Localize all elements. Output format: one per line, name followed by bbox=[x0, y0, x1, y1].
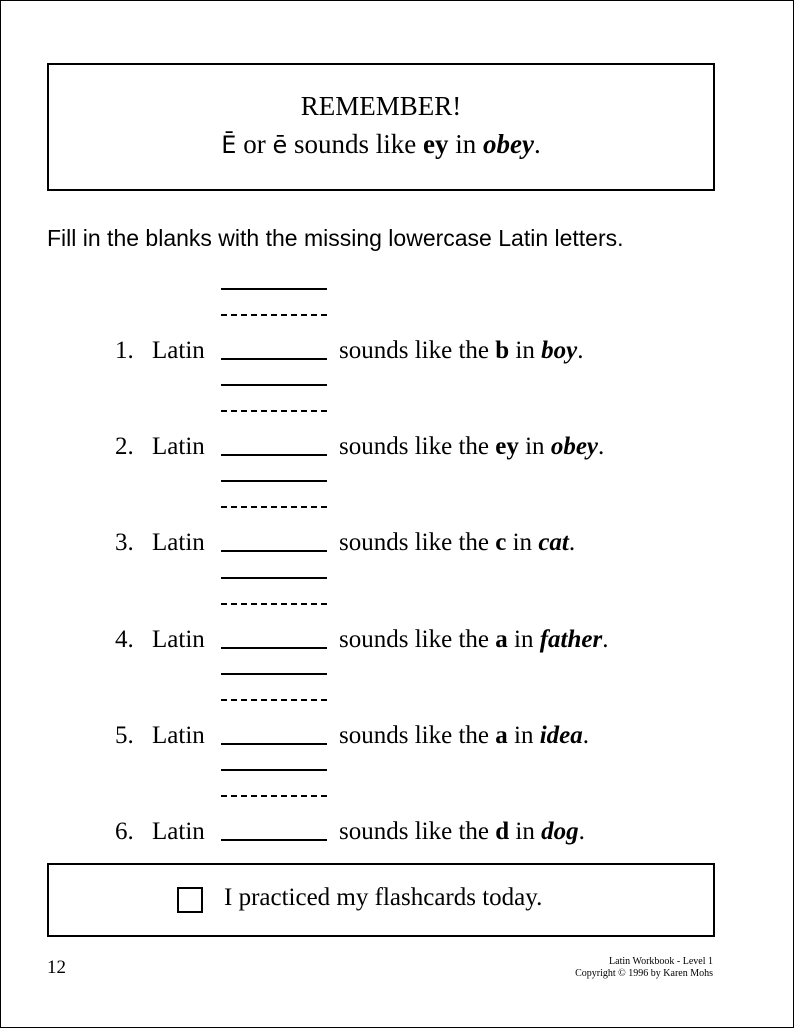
guide-line-base bbox=[221, 550, 327, 552]
guide-line-mid bbox=[221, 699, 327, 701]
item-sound: b bbox=[495, 337, 510, 364]
item-in: in bbox=[512, 529, 533, 556]
rule-in: in bbox=[455, 129, 477, 159]
rule-text: sounds like bbox=[293, 129, 417, 159]
practice-text: I practiced my flashcards today. bbox=[224, 884, 543, 911]
item-number: 3. bbox=[115, 529, 134, 556]
item-in: in bbox=[525, 433, 545, 460]
item-in: in bbox=[515, 337, 535, 364]
item-text: sounds like the bbox=[339, 818, 489, 845]
item-label: Latin bbox=[152, 626, 205, 653]
item-sound: d bbox=[495, 818, 510, 845]
item-word: boy bbox=[541, 337, 578, 364]
item-sentence bbox=[339, 528, 575, 558]
item-sound: a bbox=[495, 722, 508, 749]
item-sentence bbox=[339, 625, 608, 655]
guide-line-mid bbox=[221, 410, 327, 412]
item-text: sounds like the bbox=[339, 433, 489, 460]
item-label: Latin bbox=[152, 529, 205, 556]
guide-line-top bbox=[221, 769, 327, 771]
item-period: . bbox=[578, 818, 585, 845]
item-period: . bbox=[598, 433, 605, 460]
item-word: obey bbox=[550, 433, 599, 460]
item-text: sounds like the bbox=[339, 337, 489, 364]
item-number: 6. bbox=[115, 818, 134, 845]
guide-line-mid bbox=[221, 506, 327, 508]
item-sentence bbox=[339, 336, 583, 366]
long-e-lowercase: ē bbox=[272, 131, 288, 159]
guide-line-top bbox=[221, 480, 327, 482]
guide-line-mid bbox=[221, 603, 327, 605]
item-sound: a bbox=[495, 626, 508, 653]
item-label: Latin bbox=[152, 722, 205, 749]
item-sentence bbox=[339, 432, 604, 462]
rule-sound: ey bbox=[422, 129, 449, 159]
item-text: sounds like the bbox=[339, 529, 489, 556]
item-sentence bbox=[339, 721, 589, 751]
rule-or: or bbox=[243, 129, 266, 159]
item-in: in bbox=[514, 722, 534, 749]
guide-line-base bbox=[221, 454, 327, 456]
footer-copyright: Copyright © 1996 by Karen Mohs bbox=[575, 968, 713, 979]
guide-line-base bbox=[221, 358, 327, 360]
item-number: 2. bbox=[115, 433, 134, 460]
item-in: in bbox=[514, 626, 534, 653]
item-sound: ey bbox=[495, 433, 519, 460]
item-label: Latin bbox=[152, 433, 205, 460]
exercise-item-1 bbox=[1, 278, 794, 378]
item-text: sounds like the bbox=[339, 722, 489, 749]
guide-line-top bbox=[221, 384, 327, 386]
item-label: Latin bbox=[152, 818, 205, 845]
page-number: 12 bbox=[47, 957, 66, 978]
item-word: dog bbox=[541, 818, 579, 845]
guide-line-base bbox=[221, 743, 327, 745]
guide-line-base bbox=[221, 647, 327, 649]
guide-line-mid bbox=[221, 314, 327, 316]
remember-rule bbox=[49, 129, 713, 160]
item-period: . bbox=[582, 722, 589, 749]
exercise-item-5 bbox=[1, 663, 794, 763]
rule-period: . bbox=[533, 129, 541, 159]
item-period: . bbox=[602, 626, 609, 653]
item-sentence bbox=[339, 817, 585, 847]
item-label: Latin bbox=[152, 337, 205, 364]
instructions: Fill in the blanks with the missing lowercase Latin letters. bbox=[47, 225, 624, 251]
footer bbox=[575, 956, 713, 980]
remember-title: REMEMBER! bbox=[300, 91, 462, 121]
exercise-item-3 bbox=[1, 470, 794, 570]
long-e-uppercase: Ē bbox=[221, 131, 237, 159]
item-number: 4. bbox=[115, 626, 134, 653]
item-number: 5. bbox=[115, 722, 134, 749]
guide-line-base bbox=[221, 839, 327, 841]
guide-line-top bbox=[221, 673, 327, 675]
item-period: . bbox=[577, 337, 584, 364]
item-word: cat bbox=[538, 529, 569, 556]
guide-line-top bbox=[221, 577, 327, 579]
item-number: 1. bbox=[115, 337, 134, 364]
exercise-item-2 bbox=[1, 374, 794, 474]
item-text: sounds like the bbox=[339, 626, 489, 653]
item-sound: c bbox=[495, 529, 507, 556]
remember-box bbox=[47, 63, 715, 191]
practice-box bbox=[47, 863, 715, 937]
guide-line-top bbox=[221, 288, 327, 290]
item-period: . bbox=[568, 529, 576, 556]
item-word: idea bbox=[539, 722, 583, 749]
rule-word: obey bbox=[482, 129, 534, 159]
footer-title: Latin Workbook - Level 1 bbox=[609, 956, 713, 967]
flashcards-checkbox[interactable] bbox=[177, 887, 203, 913]
item-in: in bbox=[515, 818, 535, 845]
exercise-item-6 bbox=[1, 759, 794, 859]
guide-line-mid bbox=[221, 795, 327, 797]
item-word: father bbox=[539, 626, 603, 653]
exercise-item-4 bbox=[1, 567, 794, 667]
